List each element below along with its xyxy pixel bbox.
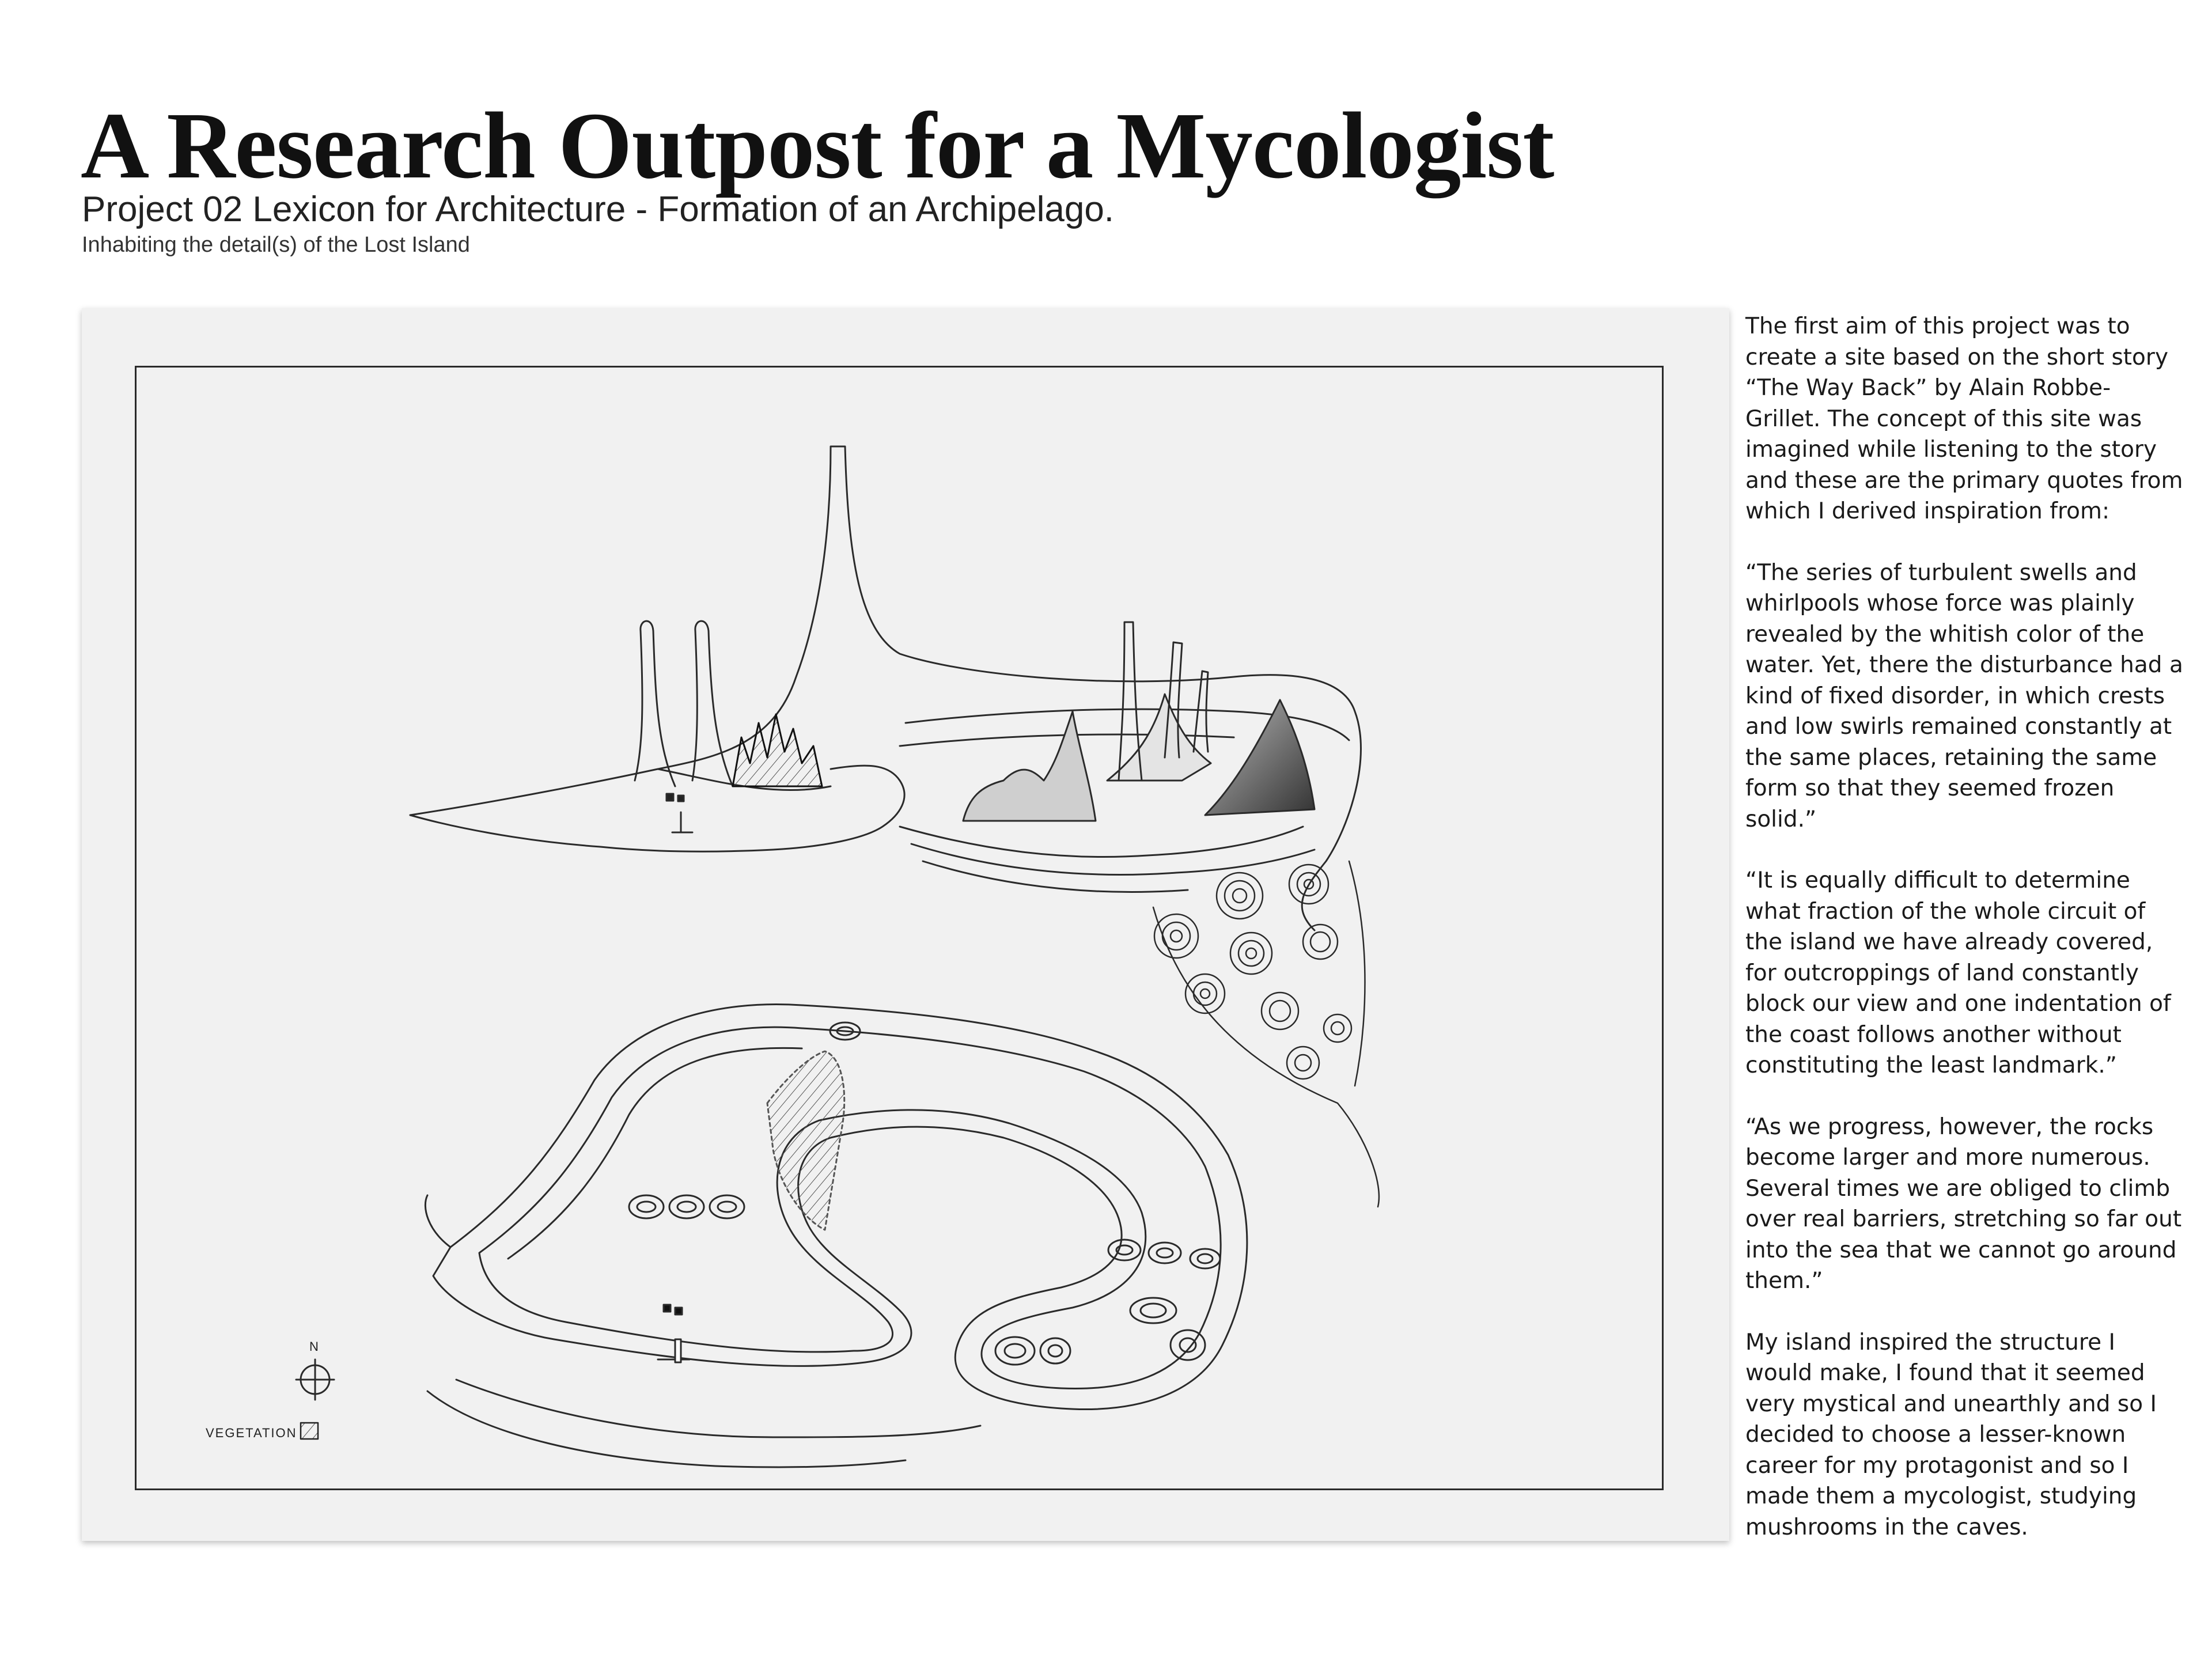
project-subtitle: Project 02 Lexicon for Architecture - Formation of an Archipelago. (82, 190, 1115, 229)
paragraph-intro: The first aim of this project was to create a site based on the short story “The Way Back” by Alain Robbe-Grillet. The concept of this site was imagined while listening to the story and these are the primary quotes from which I derived inspiration from: (1745, 313, 2183, 524)
vegetation-legend-swatch (301, 1423, 318, 1439)
vegetation-legend-label: VEGETATION (206, 1426, 297, 1440)
drawing-sheet (82, 308, 1729, 1541)
paragraph-quote-3: “As we progress, however, the rocks become larger and more numerous. Several times we are obliged to climb over real barriers, stretching so far out into the sea that we cannot go around them.” (1745, 1113, 2182, 1294)
whirlpool-swirls (1153, 861, 1379, 1207)
north-label: N (309, 1339, 319, 1354)
project-tagline: Inhabiting the detail(s) of the Lost Island (82, 233, 470, 257)
paragraph-conclusion: My island inspired the structure I would make, I found that it seemed very mystical and unearthly and so I decided to choose a lesser-known career for my protagonist and so I made them a mycologist, studying mushrooms in the caves. (1745, 1329, 2157, 1540)
island-drawing (82, 308, 1729, 1541)
paragraph-quote-2: “It is equally difficult to determine what fraction of the whole circuit of the island we have already covered, for outcroppings of land constantly block our view and one indentation of the coast follows another without constituting the least landmark.” (1745, 868, 2171, 1078)
north-arrow-icon (296, 1359, 334, 1400)
paragraph-quote-1: “The series of turbulent swells and whirlpools whose force was plainly revealed by the whitish color of the water. Yet, there the disturbance had a kind of fixed disorder, in which crests and low swirls remained constantly at the same places, retaining the same form so that they seemed frozen solid.” (1745, 559, 2183, 832)
upper-island-perspective (410, 446, 1361, 930)
page-title: A Research Outpost for a Mycologist (81, 93, 1554, 198)
description-column (1745, 311, 2183, 1573)
lower-island-plan (425, 1005, 1247, 1467)
